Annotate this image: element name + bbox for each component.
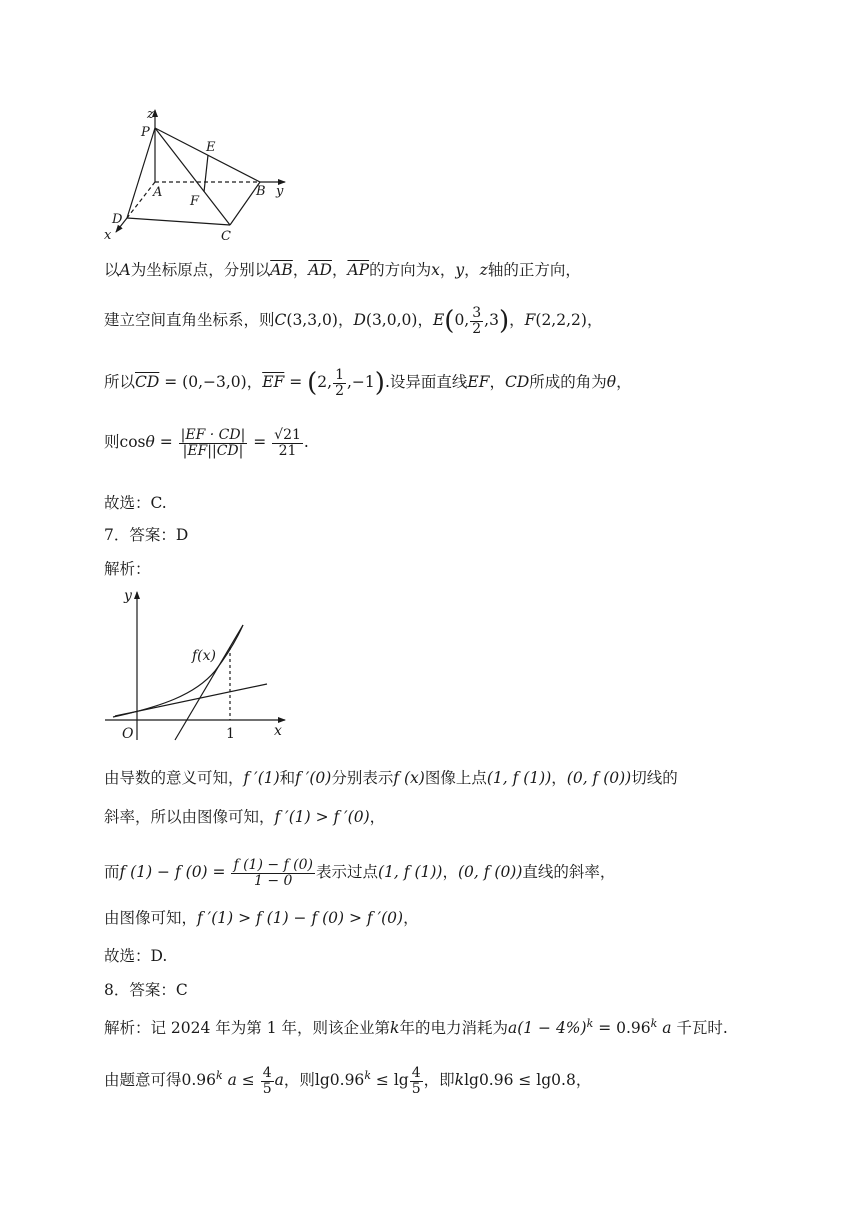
vector-EF-part: 2, [317, 373, 333, 392]
label-y: y [124, 588, 132, 604]
expr: a ≤ [222, 1071, 260, 1090]
text: 由题意可得 [104, 1071, 182, 1090]
point-0: (0, f (0)) [566, 769, 632, 787]
expr-fx: f (x) [393, 769, 425, 787]
var-z: z [479, 261, 488, 279]
text-line-7: 解析： [104, 560, 151, 578]
text: ， [464, 261, 480, 279]
label-P: P [141, 125, 150, 140]
text: 所成的角为 [529, 373, 607, 392]
var-k: k [454, 1071, 465, 1090]
text: 直线的斜率， [522, 863, 616, 882]
text: 为坐标原点，分别以 [130, 261, 271, 279]
label-y: y [276, 184, 284, 199]
vector-CD: $\overline{CD}$ [135, 373, 160, 392]
var-k: k [390, 1019, 400, 1038]
var-theta: θ [606, 373, 617, 392]
inequality: f ′(1) > f ′(0) [274, 808, 370, 826]
label-C: C [221, 229, 231, 244]
coord-F: (2,2,2) [535, 311, 587, 330]
expr-f-prime-1: f ′(1) [243, 769, 280, 787]
expr: f (1) − f (0) = [119, 863, 231, 882]
edge-PC [155, 128, 230, 225]
cos-fraction: $\frac{|EF \cdot CD|}{|EF||CD|}$ [180, 427, 246, 459]
label-B: B [256, 184, 266, 199]
text-line-12: 故选：D. [104, 947, 168, 965]
label-fx: f(x) [192, 648, 217, 664]
text: ， [292, 261, 309, 279]
label-1: 1 [226, 726, 235, 742]
line-CD: CD [504, 373, 530, 392]
result-fraction: $\frac{√21}{21}$ [274, 427, 301, 459]
point-C: C [274, 311, 287, 330]
label-x: x [104, 228, 112, 243]
text: ， [403, 909, 419, 927]
text: ， [369, 808, 386, 826]
text-line-4 [104, 428, 309, 458]
expr: lg0.96 ≤ lg0.8 [464, 1071, 576, 1090]
coord-D: (3,0,0) [365, 311, 418, 330]
text-line-8 [104, 771, 678, 787]
label-A: A [153, 185, 163, 200]
point-E: E [432, 311, 445, 330]
text: ， [246, 373, 263, 392]
exponent: k [216, 1069, 223, 1083]
text: 建立空间直角坐标系，则 [104, 311, 275, 330]
var-theta: θ [145, 433, 155, 452]
text: ， [489, 373, 505, 392]
text: 以 [104, 261, 120, 279]
vector-CD-value: = (0,−3,0) [159, 373, 247, 392]
text: ， [442, 863, 458, 882]
text: ， [586, 311, 603, 330]
text: ， [575, 1071, 592, 1090]
expr: lg0.96 [314, 1071, 365, 1090]
text: 而 [104, 863, 120, 882]
fraction: $\frac{4}{5}$ [262, 1065, 272, 1097]
text: .设异面直线 [384, 373, 468, 392]
text: ， [616, 373, 632, 392]
inequality: f ′(1) > f (1) − f (0) > f ′(0) [197, 909, 404, 927]
text: 表示过点 [316, 863, 379, 882]
text: = [248, 433, 272, 452]
line-EF: EF [467, 373, 490, 392]
text: 千瓦时. [671, 1019, 728, 1038]
text-line-9 [104, 810, 385, 826]
segment-EF [204, 155, 208, 192]
fraction: $\frac{3}{2}$ [472, 305, 482, 337]
text: 由图像可知， [104, 909, 198, 927]
edge-DC [127, 218, 230, 225]
text-line-14 [104, 1018, 728, 1037]
expr: = 0.96 [593, 1019, 651, 1038]
vector-AB: $\overline{AB}$ [270, 261, 293, 279]
point-A: A [119, 261, 131, 279]
text-line-6: 7．答案：D [104, 526, 189, 544]
point-F: F [524, 311, 536, 330]
text-line-15 [104, 1066, 591, 1096]
text: 轴的正方向， [487, 261, 581, 279]
text: ， [417, 311, 433, 330]
text: 图像上点 [424, 769, 487, 787]
fraction: $\frac{4}{5}$ [411, 1065, 421, 1097]
var-a: a [274, 1071, 284, 1090]
text: ， [331, 261, 348, 279]
coord-E-part: 0, [454, 311, 470, 330]
text-line-10 [104, 858, 615, 888]
fraction: $\frac{1}{2}$ [335, 367, 344, 399]
text: 年的电力消耗为 [399, 1019, 508, 1038]
text: 由导数的意义可知， [104, 769, 244, 787]
point-1: (1, f (1)) [378, 863, 443, 882]
text-line-13: 8．答案：C [104, 981, 188, 999]
point-1: (1, f (1)) [486, 769, 552, 787]
cos: cos [119, 433, 146, 452]
pyramid-figure [100, 100, 300, 245]
text-line-3: 所以$\overline{CD} = (0,-3,0)$，$\overline{EF} = (2$, $\frac{1}{2}$ ,−1).设异面直线EF，CD所成的角为θ， [104, 367, 632, 399]
label-z: z [147, 107, 154, 122]
label-O: O [122, 726, 134, 742]
var-x: x [431, 261, 440, 279]
var-a: a [657, 1019, 672, 1038]
exponent: k [586, 1017, 594, 1030]
text: 切线的 [631, 769, 678, 787]
expr: ≤ lg [370, 1071, 409, 1090]
tangent-at-1 [175, 625, 243, 740]
point-0: (0, f (0)) [457, 863, 523, 882]
text: 的方向为 [369, 261, 432, 279]
text: . [303, 433, 309, 452]
coord-C: (3,3,0) [286, 311, 338, 330]
label-F: F [190, 194, 200, 209]
text-line-11 [104, 911, 419, 927]
text: 斜率，所以由图像可知， [104, 808, 275, 826]
tangent-at-0 [115, 684, 267, 716]
text: ， [439, 261, 456, 279]
exponent: k [650, 1017, 658, 1030]
var-y: y [455, 261, 465, 279]
vector-EF-part: ,−1 [347, 373, 375, 392]
text: 分别表示 [331, 769, 394, 787]
expr-f-prime-0: f ′(0) [295, 769, 332, 787]
text: ， [337, 311, 354, 330]
exponent: k [364, 1069, 371, 1083]
text-line-5: 故选：C. [104, 494, 167, 512]
text: ， [551, 769, 567, 787]
vector-AD: $\overline{AD}$ [308, 261, 332, 279]
coord-E-part: ,3 [484, 311, 499, 330]
text: 则 [104, 433, 120, 452]
text: 解析：记 2024 年为第 1 年，则该企业第 [104, 1019, 391, 1038]
text: 和 [279, 769, 296, 787]
text: = [284, 373, 308, 392]
expr: 0.96 [181, 1071, 217, 1090]
vector-AP: $\overline{AP}$ [347, 261, 370, 279]
slope-fraction: $\frac{f (1) - f (0)}{1 - 0}$ [233, 857, 313, 889]
point-D: D [353, 311, 366, 330]
label-D: D [112, 212, 123, 227]
x-axis-dashed [127, 182, 155, 218]
label-E: E [206, 140, 216, 155]
text: ，则 [283, 1071, 315, 1090]
edge-PD [127, 128, 155, 218]
label-x: x [274, 723, 282, 739]
function-graph [100, 585, 290, 745]
text-line-2: 建立空间直角坐标系，则C(3,3,0)，D(3,0,0)，E(0, $\frac{3}{2}$ ,3)，F(2,2,2)， [104, 305, 603, 337]
text: ，即 [423, 1071, 455, 1090]
text: = [154, 433, 178, 452]
text: ， [509, 311, 525, 330]
text: 所以 [104, 373, 136, 392]
text-line-1 [104, 263, 581, 279]
expr: a(1 − 4%) [507, 1019, 587, 1038]
vector-EF: $\overline{EF}$ [262, 373, 285, 392]
